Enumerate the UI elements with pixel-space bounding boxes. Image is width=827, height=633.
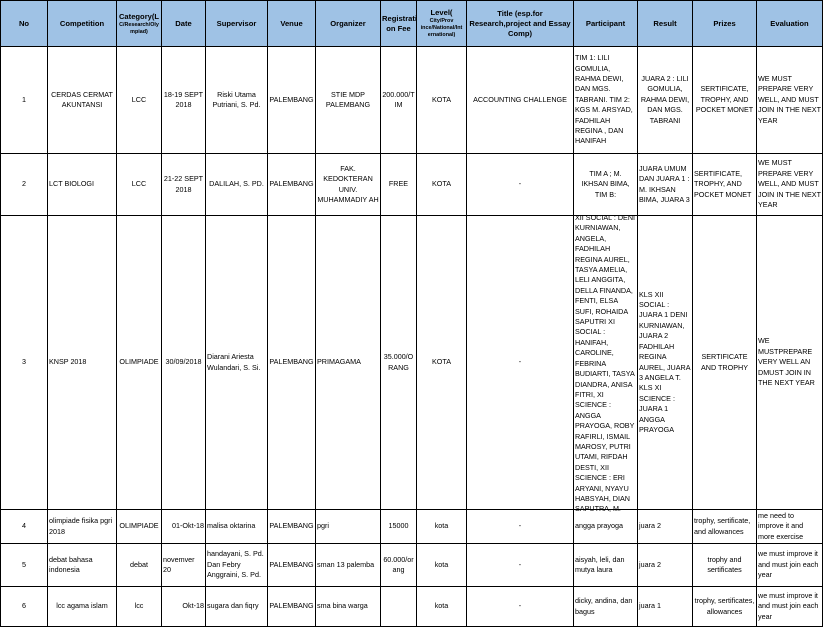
row-competition: LCT BIOLOGI (48, 154, 117, 216)
row-fee: 15000 (381, 510, 417, 544)
row-participant: TIM A ; M. IKHSAN BIMA, TIM B: (574, 154, 638, 216)
row-date: 21-22 SEPT 2018 (162, 154, 206, 216)
row-participant: angga prayoga (574, 510, 638, 544)
row-participant (574, 213, 638, 514)
row-title: - (467, 587, 574, 627)
row-result: juara 2 (638, 544, 693, 587)
row-level: KOTA (417, 47, 467, 154)
header-level-line2: City/Prov (429, 18, 454, 24)
row-participant: aisyah, leli, dan mutya laura (574, 544, 638, 587)
row-evaluation: we must improve it and must join each year (757, 544, 823, 587)
header-organizer: Organizer (316, 1, 381, 47)
table-row (1, 510, 823, 544)
row-fee (381, 587, 417, 627)
row-fee: 35.000/O RANG (381, 216, 417, 510)
row-category: lcc (117, 587, 162, 627)
header-level (417, 1, 467, 47)
header-date: Date (162, 1, 206, 47)
row-organizer: sman 13 palemba (316, 544, 381, 587)
header-competition: Competition (48, 1, 117, 47)
table-row (1, 544, 823, 587)
row-result: KLS XII SOCIAL : JUARA 1 DENI KURNIAWAN, JUARA 2 FADHILAH REGINA AUREL, JUARA 3 ANGELA T. KLS XI SCIENCE : JUARA 1 ANGGA PRAYOGA (638, 216, 693, 510)
row-title: - (467, 154, 574, 216)
participant-list: XII SOCIAL : DENI KURNIAWAN, ANGELA, FADHILAH REGINA AUREL, TASYA AMELIA, LELI ANGGITA, DELLA FINANDA, FENTI, ELSA SUFI, ROHAIDA SAPUTRI XI SOCIAL : HANIFAH, CAROLINE, FEBRINA BUDIARTI, TASYA DIANDRA, ANISA FITRI, XI SCIENCE : ANGGA PRAYOGA, ROBY RAFIRLI, ISMAIL MAROSY, PUTRI UTAMI, RIFDAH DESTI, XII SCIENCE : ERI ARYANI, NYAYU HABSYAH, DIAN SAPUTRA, M. (575, 213, 636, 514)
row-supervisor: malisa oktarina (206, 510, 268, 544)
row-prizes: SERTIFICATE AND TROPHY (693, 216, 757, 510)
header-supervisor: Supervisor (206, 1, 268, 47)
table-row (1, 216, 823, 510)
row-date: 30/09/2018 (162, 216, 206, 510)
row-prizes: SERTIFICATE, TROPHY, AND POCKET MONET (693, 47, 757, 154)
row-venue: PALEMBANG (268, 47, 316, 154)
row-result: juara 2 (638, 510, 693, 544)
row-venue: PALEMBANG (268, 587, 316, 627)
row-result: JUARA UMUM DAN JUARA 1 : M. IKHSAN BIMA, JUARA 3 (638, 154, 693, 216)
row-venue: PALEMBANG (268, 510, 316, 544)
header-evaluation: Evaluation (757, 1, 823, 47)
header-category-line2: C/Research/Oly (119, 21, 159, 28)
header-result: Result (638, 1, 693, 47)
row-evaluation: me need to improve it and more exercise (757, 510, 823, 544)
row-no: 6 (1, 587, 48, 627)
row-competition: debat bahasa indonesia (48, 544, 117, 587)
row-prizes: trophy and sertificates (693, 544, 757, 587)
row-date: novemver 20 (162, 544, 206, 587)
header-level-line1: Level( (430, 8, 453, 17)
row-category: OLIMPIADE (117, 510, 162, 544)
row-no: 3 (1, 216, 48, 510)
row-fee: FREE (381, 154, 417, 216)
row-date: 18-19 SEPT 2018 (162, 47, 206, 154)
row-evaluation: WE MUSTPREPARE VERY WELL AN DMUST JOIN IN THE NEXT YEAR (757, 216, 823, 510)
header-no: No (1, 1, 48, 47)
row-no: 5 (1, 544, 48, 587)
row-competition: olimpiade fisika pgri 2018 (48, 510, 117, 544)
row-evaluation: we must improve it and must join each year (757, 587, 823, 627)
row-no: 1 (1, 47, 48, 154)
header-title: Title (esp.for Research,project and Essay Comp) (467, 1, 574, 47)
row-participant: TIM 1: LILI GOMULIA, RAHMA DEWI, DAN MGS. TABRANI. TIM 2: KGS M. ARSYAD, FADHILAH REGINA , DAN HANIFAH (574, 47, 638, 154)
row-no: 4 (1, 510, 48, 544)
row-result: JUARA 2 : LILI GOMULIA, RAHMA DEWI, DAN MGS. TABRANI (638, 47, 693, 154)
row-evaluation: WE MUST PREPARE VERY WELL, AND MUST JOIN IN THE NEXT YEAR (757, 154, 823, 216)
row-venue: PALEMBANG (268, 544, 316, 587)
table-row (1, 587, 823, 627)
row-fee: 200.000/T IM (381, 47, 417, 154)
row-category: debat (117, 544, 162, 587)
row-competition: KNSP 2018 (48, 216, 117, 510)
row-supervisor: Diarani Ariesta Wulandari, S. Si. (206, 216, 268, 510)
row-prizes: trophy, sertificates, allowances (693, 587, 757, 627)
row-title: - (467, 216, 574, 510)
row-level: kota (417, 510, 467, 544)
row-participant: dicky, andina, dan bagus (574, 587, 638, 627)
row-level: KOTA (417, 154, 467, 216)
row-level: KOTA (417, 216, 467, 510)
row-category: LCC (117, 47, 162, 154)
row-supervisor: DALILAH, S. PD. (206, 154, 268, 216)
row-prizes: trophy, sertificate, and allowances (693, 510, 757, 544)
row-result: juara 1 (638, 587, 693, 627)
row-category: OLIMPIADE (117, 216, 162, 510)
row-level: kota (417, 544, 467, 587)
row-category: LCC (117, 154, 162, 216)
row-organizer: FAK. KEDOKTERAN UNIV. MUHAMMADIY AH (316, 154, 381, 216)
header-level-line3: ince/National/Int (420, 25, 463, 31)
row-organizer: sma bina warga (316, 587, 381, 627)
row-venue: PALEMBANG (268, 154, 316, 216)
row-supervisor: sugara dan fiqry (206, 587, 268, 627)
header-category-line1: Category(L (118, 11, 160, 21)
row-title: - (467, 544, 574, 587)
row-supervisor: handayani, S. Pd. Dan Febry Anggraini, S. Pd. (206, 544, 268, 587)
header-category-line3: mpiad) (130, 28, 148, 35)
row-title: ACCOUNTING CHALLENGE (467, 47, 574, 154)
row-date: Okt-18 (162, 587, 206, 627)
header-level-line4: ernational) (427, 32, 456, 38)
row-competition: lcc agama islam (48, 587, 117, 627)
header-participant: Participant (574, 1, 638, 47)
row-title: - (467, 510, 574, 544)
row-evaluation: WE MUST PREPARE VERY WELL, AND MUST JOIN IN THE NEXT YEAR (757, 47, 823, 154)
header-fee: Registrati on Fee (381, 1, 417, 47)
row-date: 01-Okt-18 (162, 510, 206, 544)
row-level: kota (417, 587, 467, 627)
header-row (1, 1, 823, 47)
row-fee: 60.000/or ang (381, 544, 417, 587)
table-row (1, 47, 823, 154)
header-category (117, 1, 162, 47)
row-no: 2 (1, 154, 48, 216)
row-prizes: SERTIFICATE, TROPHY, AND POCKET MONET (693, 154, 757, 216)
header-prizes: Prizes (693, 1, 757, 47)
table-row (1, 154, 823, 216)
row-organizer: STIE MDP PALEMBANG (316, 47, 381, 154)
header-venue: Venue (268, 1, 316, 47)
row-organizer: pgri (316, 510, 381, 544)
row-competition: CERDAS CERMAT AKUNTANSI (48, 47, 117, 154)
row-venue: PALEMBANG (268, 216, 316, 510)
row-supervisor: Riski Utama Putriani, S. Pd. (206, 47, 268, 154)
row-organizer: PRIMAGAMA (316, 216, 381, 510)
